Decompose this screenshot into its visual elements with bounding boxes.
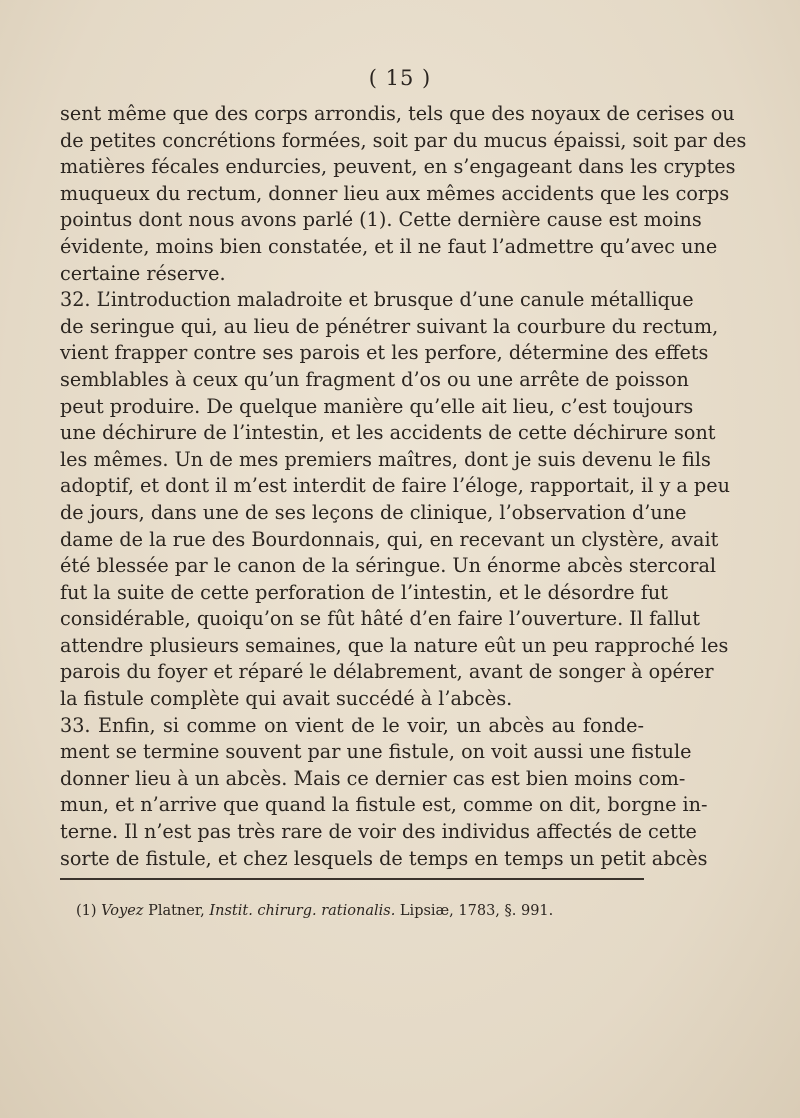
text-line: de seringue qui, au lieu de pénétrer suivant la courbure du rectum, bbox=[60, 314, 719, 338]
footnote-voyez: Voyez bbox=[101, 903, 144, 919]
text-line: semblables à ceux qu’un fragment d’os ou une arrête de poisson bbox=[60, 367, 689, 391]
paragraph-33-start: 33. Enfin, si comme on vient de le voir, un abcès au fonde- bbox=[60, 713, 644, 737]
text-line: considérable, quoiqu’on se fût hâté d’en faire l’ouverture. Il fallut bbox=[60, 607, 700, 631]
text-line: terne. Il n’est pas très rare de voir des individus affectés de cette bbox=[60, 820, 697, 844]
footnote-work: Instit. chirurg. rationalis. bbox=[209, 903, 396, 919]
text-line: peut produire. De quelque manière qu’elle ait lieu, c’est toujours bbox=[60, 394, 694, 418]
text-line: pointus dont nous avons parlé (1). Cette dernière cause est moins bbox=[60, 208, 702, 232]
text-line: matières fécales endurcies, peuvent, en s’engageant dans les cryptes bbox=[60, 155, 736, 179]
footnote-place-date: Lipsiæ, 1783, §. 991. bbox=[399, 903, 554, 919]
text-line: sent même que des corps arrondis, tels que des noyaux de cerises ou bbox=[60, 102, 735, 125]
text-line: sorte de fistule, et chez lesquels de temps en temps un petit abcès bbox=[60, 846, 708, 870]
footnote bbox=[76, 900, 636, 922]
text-line: les mêmes. Un de mes premiers maîtres, dont je suis devenu le fils bbox=[60, 447, 711, 471]
text-line: donner lieu à un abcès. Mais ce dernier cas est bien moins com- bbox=[60, 766, 686, 790]
page-number: ( 15 ) bbox=[368, 66, 432, 90]
text-line: la fistule complète qui avait succédé à l’abcès. bbox=[60, 687, 513, 711]
text-line: une déchirure de l’intestin, et les accidents de cette déchirure sont bbox=[60, 421, 716, 445]
footnote-author: Platner, bbox=[148, 903, 205, 919]
paragraph-32-start: 32. L’introduction maladroite et brusque d’une canule métallique bbox=[60, 288, 694, 312]
text-line: vient frapper contre ses parois et les perfore, détermine des effets bbox=[60, 341, 709, 365]
text-line: mun, et n’arrive que quand la fistule est, comme on dit, borgne in- bbox=[60, 793, 708, 817]
text-line: été blessée par le canon de la séringue. Un énorme abcès stercoral bbox=[60, 554, 717, 578]
text-line: parois du foyer et réparé le délabrement, avant de songer à opérer bbox=[60, 660, 714, 684]
text-line: de petites concrétions formées, soit par du mucus épaissi, soit par des bbox=[60, 128, 747, 152]
text-line: évidente, moins bien constatée, et il ne faut l’admettre qu’avec une bbox=[60, 234, 718, 258]
text-line: muqueux du rectum, donner lieu aux mêmes accidents que les corps bbox=[60, 181, 730, 205]
footnote-mark: (1) bbox=[76, 903, 97, 919]
text-line: certaine réserve. bbox=[60, 261, 226, 285]
text-line: dame de la rue des Bourdonnais, qui, en recevant un clystère, avait bbox=[60, 527, 719, 551]
text-line: ment se termine souvent par une fistule, on voit aussi une fistule bbox=[60, 740, 692, 764]
text-line: adoptif, et dont il m’est interdit de faire l’éloge, rapportait, il y a peu bbox=[60, 474, 730, 498]
text-line: fut la suite de cette perforation de l’intestin, et le désordre fut bbox=[60, 580, 668, 604]
text-line: de jours, dans une de ses leçons de clinique, l’observation d’une bbox=[60, 500, 687, 524]
footnote-rule bbox=[60, 878, 644, 880]
text-line: attendre plusieurs semaines, que la nature eût un peu rapproché les bbox=[60, 633, 729, 657]
body-text bbox=[60, 101, 747, 872]
